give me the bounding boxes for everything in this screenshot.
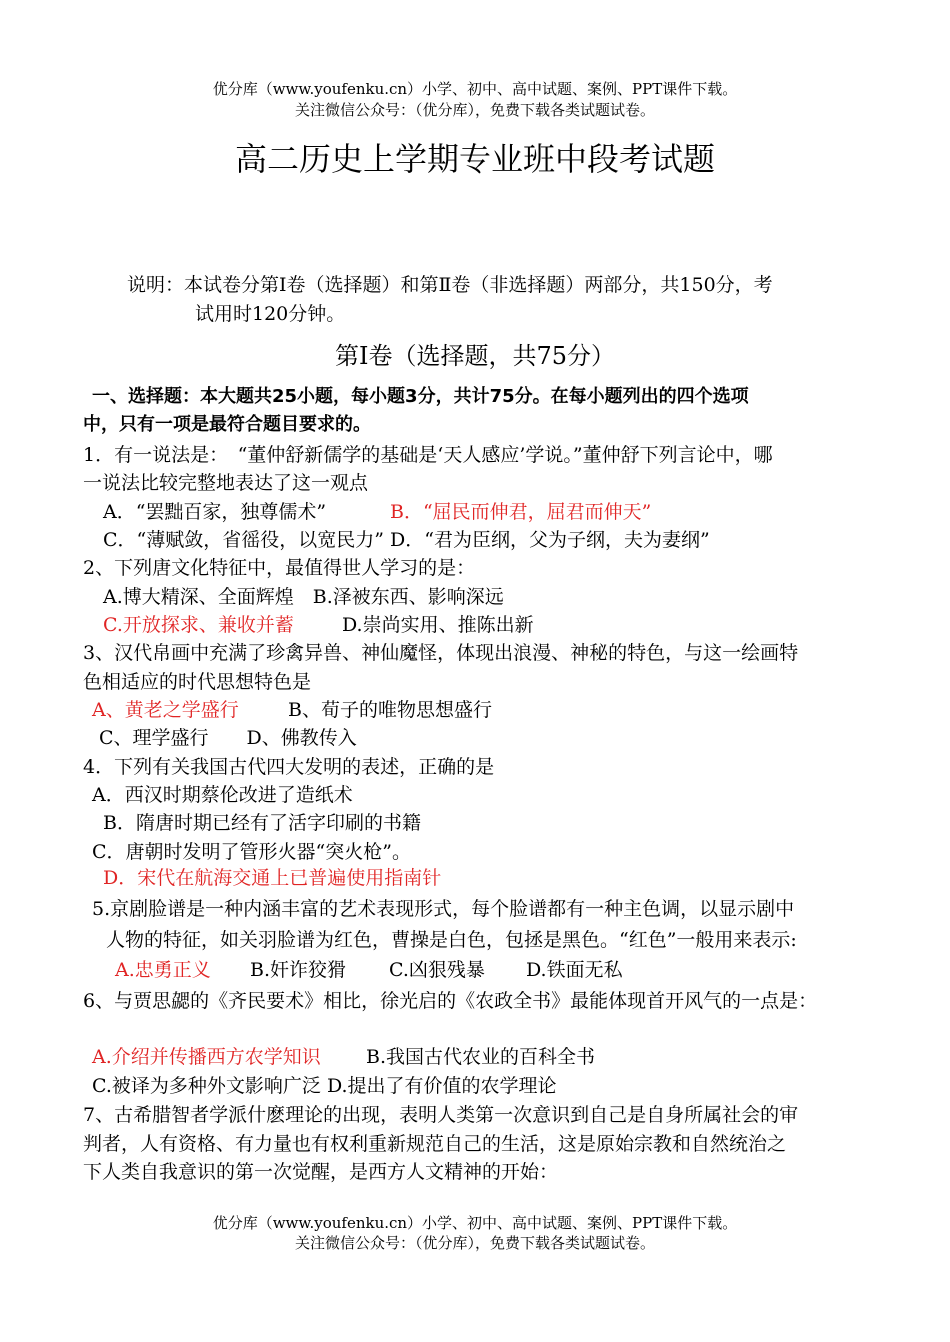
question-6-options-cd: C.被译为多种外文影响广泛 D.提出了有价值的农学理论 bbox=[92, 1075, 557, 1097]
footer-line-1: 优分库（www.youfenku.cn）小学、初中、高中试题、案例、PPT课件下载。 bbox=[212, 1214, 738, 1232]
question-4-option-c: C．唐朝时发明了管形火器“突火枪”。 bbox=[92, 841, 411, 863]
section-title: 第Ⅰ卷（选择题，共75分） bbox=[334, 342, 616, 370]
instructions-line-2: 试用时120分钟。 bbox=[195, 303, 346, 325]
instructions-line-1: 说明：本试卷分第Ⅰ卷（选择题）和第Ⅱ卷（非选择题）两部分，共150分，考 bbox=[127, 274, 773, 296]
question-3-stem-line-1: 3、汉代帛画中充满了珍禽异兽、神仙魔怪，体现出浪漫、神秘的特色，与这一绘画特 bbox=[83, 642, 799, 664]
question-4-stem: 4．下列有关我国古代四大发明的表述，正确的是 bbox=[83, 756, 495, 778]
question-3-stem-line-2: 色相适应的时代思想特色是 bbox=[83, 671, 312, 693]
question-5-option-b: B.奸诈狡猾 bbox=[250, 959, 347, 981]
question-7-stem-line-3: 下人类自我意识的第一次觉醒，是西方人文精神的开始： bbox=[83, 1161, 559, 1183]
question-1-option-b-answer: B．“屈民而伸君，屈君而伸天” bbox=[390, 501, 652, 523]
question-1-option-a: A．“罢黜百家，独尊儒术” bbox=[103, 501, 327, 523]
question-6-stem: 6、与贾思勰的《齐民要术》相比，徐光启的《农政全书》最能体现首开风气的一点是： bbox=[83, 990, 818, 1012]
question-4-option-a: A．西汉时期蔡伦改进了造纸术 bbox=[92, 784, 353, 806]
question-3-option-a-answer: A、黄老之学盛行 bbox=[92, 699, 239, 721]
question-3-options-cd: C、理学盛行 D、佛教传入 bbox=[99, 727, 357, 749]
part-heading-line-1: 一、选择题：本大题共25小题，每小题3分，共计75分。在每小题列出的四个选项 bbox=[92, 386, 749, 407]
question-1-stem-line-2: 一说法比较完整地表达了这一观点 bbox=[83, 472, 369, 494]
question-2-options-ab: A.博大精深、全面辉煌 B.泽被东西、影响深远 bbox=[103, 586, 504, 608]
question-2-stem: 2、下列唐文化特征中，最值得世人学习的是： bbox=[83, 557, 476, 579]
part-heading-line-2: 中，只有一项是最符合题目要求的。 bbox=[83, 414, 371, 435]
question-3-option-b: B、荀子的唯物思想盛行 bbox=[288, 699, 492, 721]
question-4-option-d-answer: D．宋代在航海交通上已普遍使用指南针 bbox=[103, 867, 442, 889]
question-7-stem-line-2: 判者，人有资格、有力量也有权利重新规范自己的生活，这是原始宗教和自然统治之 bbox=[83, 1133, 787, 1155]
question-5-option-a-answer: A.忠勇正义 bbox=[115, 959, 211, 981]
question-1-stem-line-1: 1．有一说法是： “董仲舒新儒学的基础是‘天人感应’学说。”董仲舒下列言论中，哪 bbox=[83, 444, 773, 466]
header-line-2: 关注微信公众号：（优分库），免费下载各类试题试卷。 bbox=[294, 101, 655, 119]
question-2-option-d: D.崇尚实用、推陈出新 bbox=[342, 614, 534, 636]
question-5-stem-line-2: 人物的特征，如关羽脸谱为红色，曹操是白色，包拯是黑色。“红色”一般用来表示: bbox=[106, 929, 797, 951]
footer-line-2: 关注微信公众号：（优分库），免费下载各类试题试卷。 bbox=[294, 1234, 655, 1252]
question-7-stem-line-1: 7、古希腊智者学派什麽理论的出现，表明人类第一次意识到自己是自身所属社会的审 bbox=[83, 1104, 799, 1126]
question-2-option-c-answer: C.开放探求、兼收并蓄 bbox=[103, 614, 294, 636]
question-1-options-cd: C．“薄赋敛，省徭役，以宽民力” D．“君为臣纲，父为子纲，夫为妻纲” bbox=[103, 529, 710, 551]
question-4-option-b: B．隋唐时期已经有了活字印刷的书籍 bbox=[103, 812, 421, 834]
question-5-option-d: D.铁面无私 bbox=[526, 959, 623, 981]
question-6-option-b: B.我国古代农业的百科全书 bbox=[366, 1046, 596, 1068]
question-6-option-a-answer: A.介绍并传播西方农学知识 bbox=[92, 1046, 321, 1068]
page-title: 高二历史上学期专业班中段考试题 bbox=[234, 140, 715, 178]
question-5-option-c: C.凶狠残暴 bbox=[389, 959, 485, 981]
header-line-1: 优分库（www.youfenku.cn）小学、初中、高中试题、案例、PPT课件下载。 bbox=[212, 80, 738, 98]
question-5-stem-line-1: 5.京剧脸谱是一种内涵丰富的艺术表现形式，每个脸谱都有一种主色调，以显示剧中 bbox=[92, 898, 795, 920]
